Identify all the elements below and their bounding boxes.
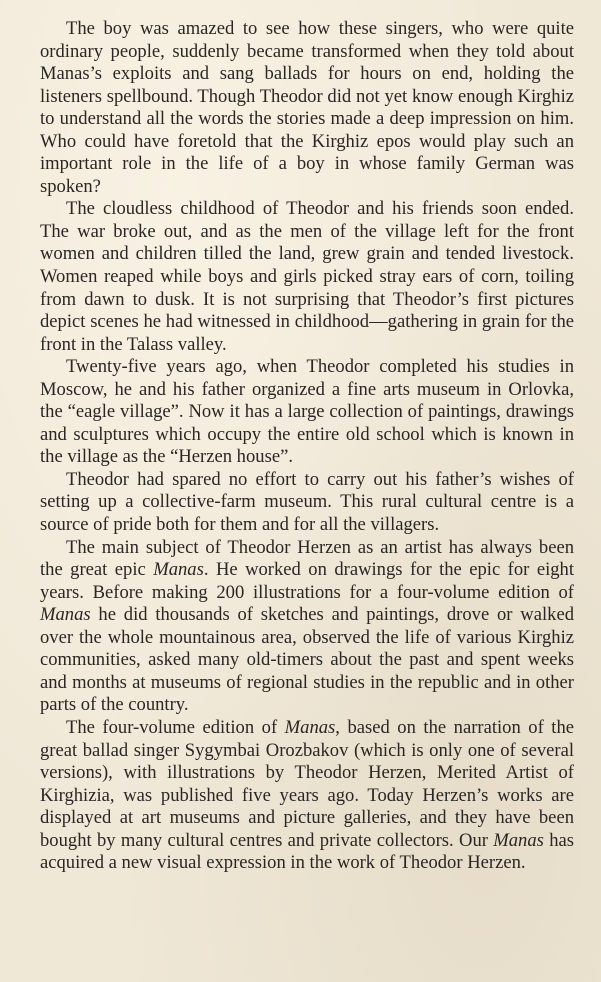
paragraph-text: Twenty-five years ago, when Theodor completed his studies in Moscow, he and his father organized a fine arts museum in Orlovka, the “eagle village”. Now it has a large collection of paintings, drawings and sculptures which occupy the entire old school which is known in the village as the “Herzen house”.	[40, 356, 574, 468]
paragraph-text: has acquired a new visual expression in the work of Theodor Herzen.	[40, 829, 575, 874]
paragraph-text: . He worked on drawings for the epic for eight years. Before making 200 illustrations for a four-volume edition of	[40, 559, 574, 603]
paragraph-text: , based on the narration of the great ballad singer Sygymbai Orozbakov (which is only one of several versions), with illustrations by Theodor Herzen, Merited Artist of Kirghizia, was published five years ago. Today Herzen’s works are displayed at art museums and picture galleries, and they have been bought by many cultural centres and private collectors. Our	[40, 716, 574, 851]
paragraph-text: Theodor had spared no effort to carry out his father’s wishes of setting up a collective-farm museum. This rural cultural centre is a source of pride both for them and for all the villagers.	[40, 468, 574, 536]
paragraph-singers	[40, 18, 574, 198]
paragraph-text: The main subject of Theodor Herzen as an artist has always been the great epic	[40, 536, 574, 581]
epic-title: Manas	[284, 716, 336, 738]
paragraph-childhood	[40, 198, 574, 356]
epic-title: Manas	[40, 604, 91, 626]
paragraph-father-wishes	[40, 469, 574, 537]
epic-title: Manas	[493, 829, 544, 851]
paragraph-text: The boy was amazed to see how these singers, who were quite ordinary people, suddenly became transformed when they told about Manas’s exploits and sang ballads for hours on end, holding the listeners spellbound. Though Theodor did not yet know enough Kirghiz to understand all the words the stories made a deep impression on him. Who could have foretold that the Kirghiz epos would play such an important role in the life of a boy in whose family German was spoken?	[40, 18, 574, 197]
paragraph-museum	[40, 356, 574, 469]
paragraph-edition	[40, 717, 574, 875]
paragraph-text: he did thousands of sketches and paintings, drove or walked over the whole mountainous area, observed the life of various Kirghiz communities, asked many old-timers about the past and spent weeks and months at museums of regional studies in the republic and in other parts of the country.	[40, 604, 574, 716]
paragraph-text: The four-volume edition of	[66, 716, 285, 738]
paragraph-main-subject	[40, 537, 574, 717]
paragraph-text: The cloudless childhood of Theodor and his friends soon ended. The war broke out, and as the men of the village left for the front women and children tilled the land, grew grain and tended livestock. Women reaped while boys and girls picked stray ears of corn, toiling from dawn to dusk. It is not surprising that Theodor’s first pictures depict scenes he had witnessed in childhood—gathering in grain for the front in the Talass valley.	[40, 198, 574, 355]
epic-title: Manas	[153, 559, 204, 581]
article-body	[40, 18, 574, 875]
